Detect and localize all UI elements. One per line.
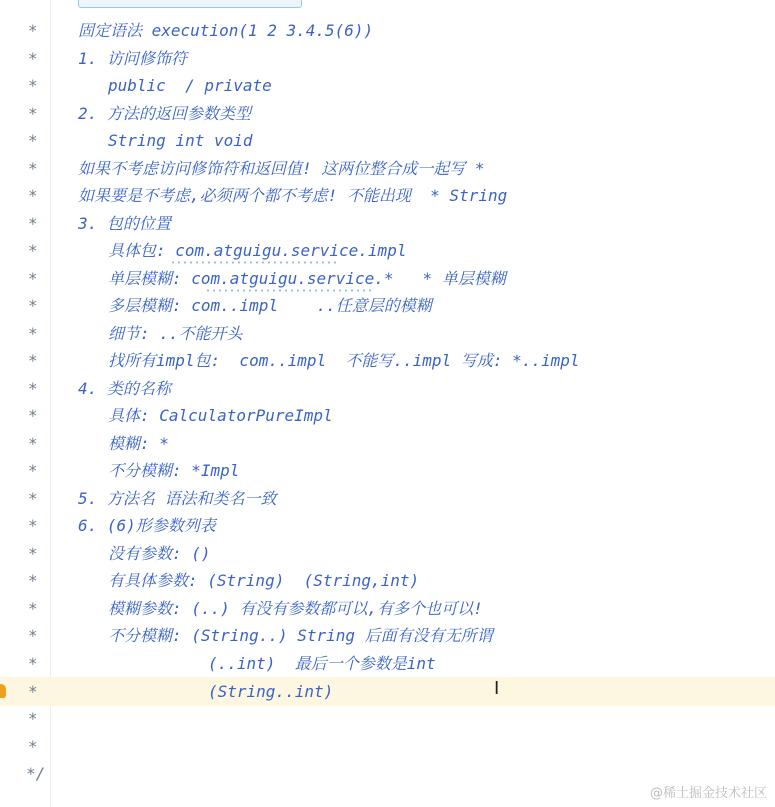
code-text: 如果不考虑访问修饰符和返回值! 这两位整合成一起写 * — [78, 159, 485, 178]
comment-star: * — [28, 406, 38, 425]
code-line[interactable] — [0, 705, 775, 732]
code-text: 没有参数: () — [108, 544, 211, 563]
code-text: 3. 包的位置 — [78, 214, 171, 233]
watermark: @稀土掘金技术社区 — [649, 786, 767, 801]
comment-star: * — [28, 682, 38, 701]
code-line[interactable] — [0, 733, 775, 760]
comment-star: * — [28, 104, 38, 123]
code-text: 多层模糊: com..impl ..任意层的模糊 — [108, 296, 432, 315]
text-cursor-icon: I — [494, 678, 500, 699]
comment-star: * — [28, 379, 38, 398]
code-text: 模糊: * — [108, 434, 169, 453]
comment-star: * — [28, 159, 38, 178]
code-line[interactable] — [0, 347, 775, 374]
code-text: 不分模糊: (String..) String 后面有没有无所谓 — [108, 626, 493, 645]
comment-star: * — [28, 351, 38, 370]
code-line[interactable] — [0, 595, 775, 622]
code-text: 模糊参数: (..) 有没有参数都可以,有多个也可以! — [108, 599, 483, 618]
code-text: 如果要是不考虑,必须两个都不考虑! 不能出现 * String — [78, 186, 508, 205]
code-line[interactable] — [0, 155, 775, 182]
code-text: (..int) 最后一个参数是int — [208, 654, 436, 673]
code-line[interactable] — [0, 17, 775, 44]
code-line[interactable] — [0, 45, 775, 72]
code-line[interactable] — [0, 72, 775, 99]
code-line[interactable] — [0, 430, 775, 457]
code-line[interactable] — [0, 237, 775, 264]
code-line[interactable] — [0, 402, 775, 429]
code-line[interactable] — [0, 320, 775, 347]
comment-star: * — [28, 709, 38, 728]
code-text: (String..int) — [208, 682, 334, 701]
code-text: 5. 方法名 语法和类名一致 — [78, 489, 277, 508]
comment-star: * — [28, 654, 38, 673]
code-line[interactable] — [0, 512, 775, 539]
comment-star: * — [28, 626, 38, 645]
code-line[interactable] — [0, 292, 775, 319]
code-text: 有具体参数: (String) (String,int) — [108, 571, 420, 590]
comment-end: */ — [26, 764, 46, 783]
code-text: 6. (6)形参数列表 — [78, 516, 216, 535]
code-text: 细节: ..不能开头 — [108, 324, 243, 343]
code-line[interactable] — [0, 485, 775, 512]
comment-star: * — [28, 571, 38, 590]
folded-region-tab[interactable] — [78, 0, 302, 8]
code-text: public / private — [108, 76, 272, 95]
code-line[interactable] — [0, 210, 775, 237]
code-text: 单层模糊: com.atguigu.service.* * 单层模糊 — [108, 269, 506, 288]
code-line[interactable] — [0, 127, 775, 154]
comment-star: * — [28, 489, 38, 508]
comment-star: * — [28, 76, 38, 95]
comment-star: * — [28, 131, 38, 150]
code-line[interactable] — [0, 100, 775, 127]
comment-star: * — [28, 49, 38, 68]
comment-star: * — [28, 296, 38, 315]
comment-star: * — [28, 186, 38, 205]
code-text: 4. 类的名称 — [78, 379, 171, 398]
code-line[interactable] — [0, 540, 775, 567]
code-text: 具体包: com.atguigu.service.impl — [108, 241, 407, 260]
code-line[interactable] — [0, 375, 775, 402]
code-text: 2. 方法的返回参数类型 — [78, 104, 251, 123]
code-line[interactable] — [0, 678, 775, 705]
comment-star: * — [28, 434, 38, 453]
code-line[interactable] — [0, 622, 775, 649]
code-text: 具体: CalculatorPureImpl — [108, 406, 333, 425]
comment-star: * — [28, 544, 38, 563]
code-text: 找所有impl包: com..impl 不能写..impl 写成: *..impl — [108, 351, 580, 370]
code-line[interactable] — [0, 265, 775, 292]
comment-star: * — [28, 461, 38, 480]
code-line[interactable] — [0, 567, 775, 594]
code-text: 1. 访问修饰符 — [78, 49, 187, 68]
comment-star: * — [28, 269, 38, 288]
code-text: 固定语法 execution(1 2 3.4.5(6)) — [78, 21, 374, 40]
code-text: String int void — [108, 131, 253, 150]
comment-star: * — [28, 324, 38, 343]
comment-star: * — [28, 516, 38, 535]
spellcheck-underline — [170, 261, 340, 264]
comment-star: * — [28, 599, 38, 618]
comment-star: * — [28, 214, 38, 233]
code-line[interactable] — [0, 182, 775, 209]
code-text: 不分模糊: *Impl — [108, 461, 240, 480]
code-line[interactable] — [0, 457, 775, 484]
comment-star: * — [28, 21, 38, 40]
code-line[interactable] — [0, 650, 775, 677]
comment-star: * — [28, 737, 38, 756]
intention-bulb-icon[interactable] — [0, 684, 6, 698]
comment-star: * — [28, 241, 38, 260]
